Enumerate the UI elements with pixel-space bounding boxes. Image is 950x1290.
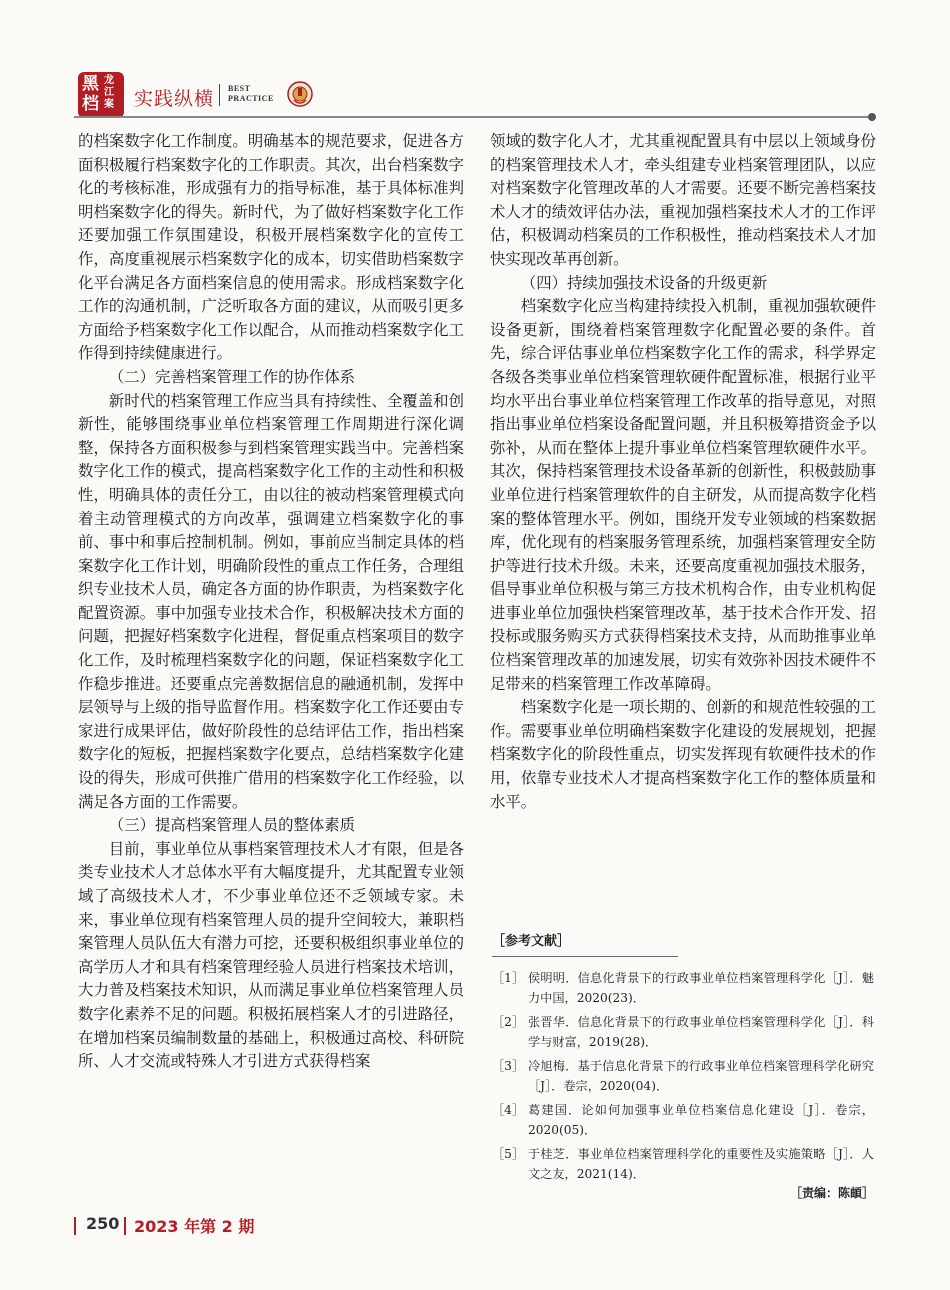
reference-number: ［1］ xyxy=(492,971,525,985)
header-divider xyxy=(219,84,220,106)
header-rule xyxy=(74,116,872,118)
reference-text: 冷旭梅．基于信息化背景下的行政事业单位档案管理科学化研究［J］．卷宗，2020(04)． xyxy=(528,1059,874,1093)
footer-bar xyxy=(124,1217,126,1235)
reference-item xyxy=(492,968,874,1008)
left-paragraph-2: 新时代的档案管理工作应当具有持续性、全覆盖和创新性，能够围绕事业单位档案管理工作周期进行深化调整，保持各方面积极参与到档案管理实践当中。完善档案数字化工作的模式，提高档案数字化工作的主动性和积极性，明确具体的责任分工，由以往的被动档案管理模式向着主动管理模式的方向改革，强调建立档案数字化的事前、事中和事后控制机制。例如，事前应当制定具体的档案数字化工作计划，明确阶段性的重点工作任务，合理组织专业技术人员，确定各方面的协作职责，为档案数字化配置资源。事中加强专业技术合作，积极解决技术方面的问题，把握好档案数字化进程，督促重点档案项目的数字化工作，及时梳理档案数字化的问题，保证档案数字化工作稳步推进。还要重点完善数据信息的融通机制，发挥中层领导与上级的指导监督作用。档案数字化工作还要由专家进行成果评估，做好阶段性的总结评估工作，指出档案数字化的短板，把握档案数字化要点，总结档案数字化建设的得失，形成可供推广借用的档案数字化工作经验，以满足各方面的工作需要。 xyxy=(78,391,464,811)
references-rule xyxy=(492,956,678,957)
footer-bar xyxy=(74,1217,76,1235)
reference-number: ［4］ xyxy=(492,1103,525,1117)
right-paragraph-2: 档案数字化应当构建持续投入机制，重视加强软硬件设备更新，围绕着档案管理数字化配置必要的条件。首先，综合评估事业单位档案数字化工作的需求，科学界定各级各类事业单位档案管理软硬件配置标准，根据行业平均水平出台事业单位档案管理工作改革的指导意见，对照指出事业单位档案设备配置问题，并且积极筹措资金予以弥补，从而在整体上提升事业单位档案管理软硬件水平。其次，保持档案管理技术设备革新的创新性，积极鼓励事业单位进行档案管理软件的自主研发，从而提高数字化档案的整体管理水平。例如，围绕开发专业领域的档案数据库，优化现有的档案服务管理系统，加强档案管理安全防护等进行技术升级。未来，还要高度重视加强技术服务，倡导事业单位积极与第三方技术机构合作，由专业机构促进事业单位加强快档案管理改革，基于技术合作开发、招投标或服务购买方式获得档案技术支持，从而助推事业单位档案管理改革的加速发展，切实有效弥补因技术硬件不足带来的档案管理工作改革障碍。 xyxy=(490,297,876,693)
reference-number: ［3］ xyxy=(492,1059,525,1073)
page-number: 250 xyxy=(86,1214,120,1233)
header-rule-end xyxy=(868,113,876,121)
references-title: ［参考文献］ xyxy=(492,934,571,949)
reference-item xyxy=(492,1100,874,1140)
left-column xyxy=(78,130,464,1074)
best-label: BEST xyxy=(228,84,251,93)
logo-sub-text: 龙江案 xyxy=(104,75,114,110)
reference-text: 张晋华．信息化背景下的行政事业单位档案管理科学化［J］．科学与财富，2019(28)． xyxy=(528,1015,874,1049)
left-paragraph-1: 的档案数字化工作制度。明确基本的规范要求，促进各方面积极履行档案数字化的工作职责。其次，出台档案数字化的考核标准，形成强有力的指导标准，基于具体标准判明档案数字化的得失。新时代，为了做好档案数字化工作还要加强工作氛围建设，积极开展档案数字化的宣传工作，高度重视展示档案数字化的成本，切实借助档案数字化平台满足各方面档案信息的使用需求。形成档案数字化工作的沟通机制，广泛听取各方面的建议，从而吸引更多方面给予档案数字化工作以配合，从而推动档案数字化工作得到持续健康进行。 xyxy=(78,132,464,363)
reference-item xyxy=(492,1012,874,1052)
editor-credit: ［责编：陈頔］ xyxy=(789,1186,874,1200)
reference-item xyxy=(492,1056,874,1096)
reference-text: 葛建国．论如何加强事业单位档案信息化建设［J］．卷宗，2020(05)． xyxy=(528,1103,874,1137)
journal-logo xyxy=(78,72,124,118)
right-paragraph-3: 档案数字化是一项长期的、创新的和规范性较强的工作。需要事业单位明确档案数字化建设的发展规划，把握档案数字化的阶段性重点，切实发挥现有软硬件技术的作用，依靠专业技术人才提高档案数字化工作的整体质量和水平。 xyxy=(490,698,876,811)
section-subtitle xyxy=(228,84,274,104)
emblem-icon xyxy=(286,80,314,108)
logo-main-text: 黑档 xyxy=(82,74,99,114)
issue-label: 2023 年第 2 期 xyxy=(134,1217,255,1236)
left-paragraph-3: 目前，事业单位从事档案管理技术人才有限，但是各类专业技术人才总体水平有大幅度提升，尤其配置专业领域了高级技术人才，不少事业单位还不乏领域专家。未来，事业单位现有档案管理人员的提升空间较大，兼职档案管理人员队伍大有潜力可挖，还要积极组织事业单位的高学历人才和具有档案管理经验人员进行档案技术培训，大力普及档案技术知识，从而满足事业单位档案管理人员数字化素养不足的问题。积极拓展档案人才的引进路径，在增加档案员编制数量的基础上，积极通过高校、科研院所、人才交流或特殊人才引进方式获得档案 xyxy=(78,839,464,1071)
subheading-2: （二）完善档案管理工作的协作体系 xyxy=(108,367,356,386)
reference-number: ［5］ xyxy=(492,1147,525,1161)
reference-number: ［2］ xyxy=(492,1015,525,1029)
practice-label: PRACTICE xyxy=(228,94,274,103)
right-paragraph-1: 领域的数字化人才，尤其重视配置具有中层以上领域身份的档案管理技术人才，牵头组建专业档案管理团队，以应对档案数字化管理改革的人才需要。还要不断完善档案技术人才的绩效评估办法，重视加强档案技术人才的工作评估，积极调动档案员的工作积极性，推动档案技术人才加快实现改革再创新。 xyxy=(490,132,876,268)
section-title: 实践纵横 xyxy=(134,88,215,110)
reference-text: 侯明明．信息化背景下的行政事业单位档案管理科学化［J］．魅力中国，2020(23)． xyxy=(528,971,874,1005)
reference-item xyxy=(492,1144,874,1184)
references-list xyxy=(492,968,874,1188)
subheading-3: （三）提高档案管理人员的整体素质 xyxy=(108,816,356,835)
reference-text: 于桂芝．事业单位档案管理科学化的重要性及实施策略［J］．人文之友，2021(14)． xyxy=(528,1147,874,1181)
right-column xyxy=(490,130,876,814)
subheading-4: （四）持续加强技术设备的升级更新 xyxy=(520,273,768,292)
